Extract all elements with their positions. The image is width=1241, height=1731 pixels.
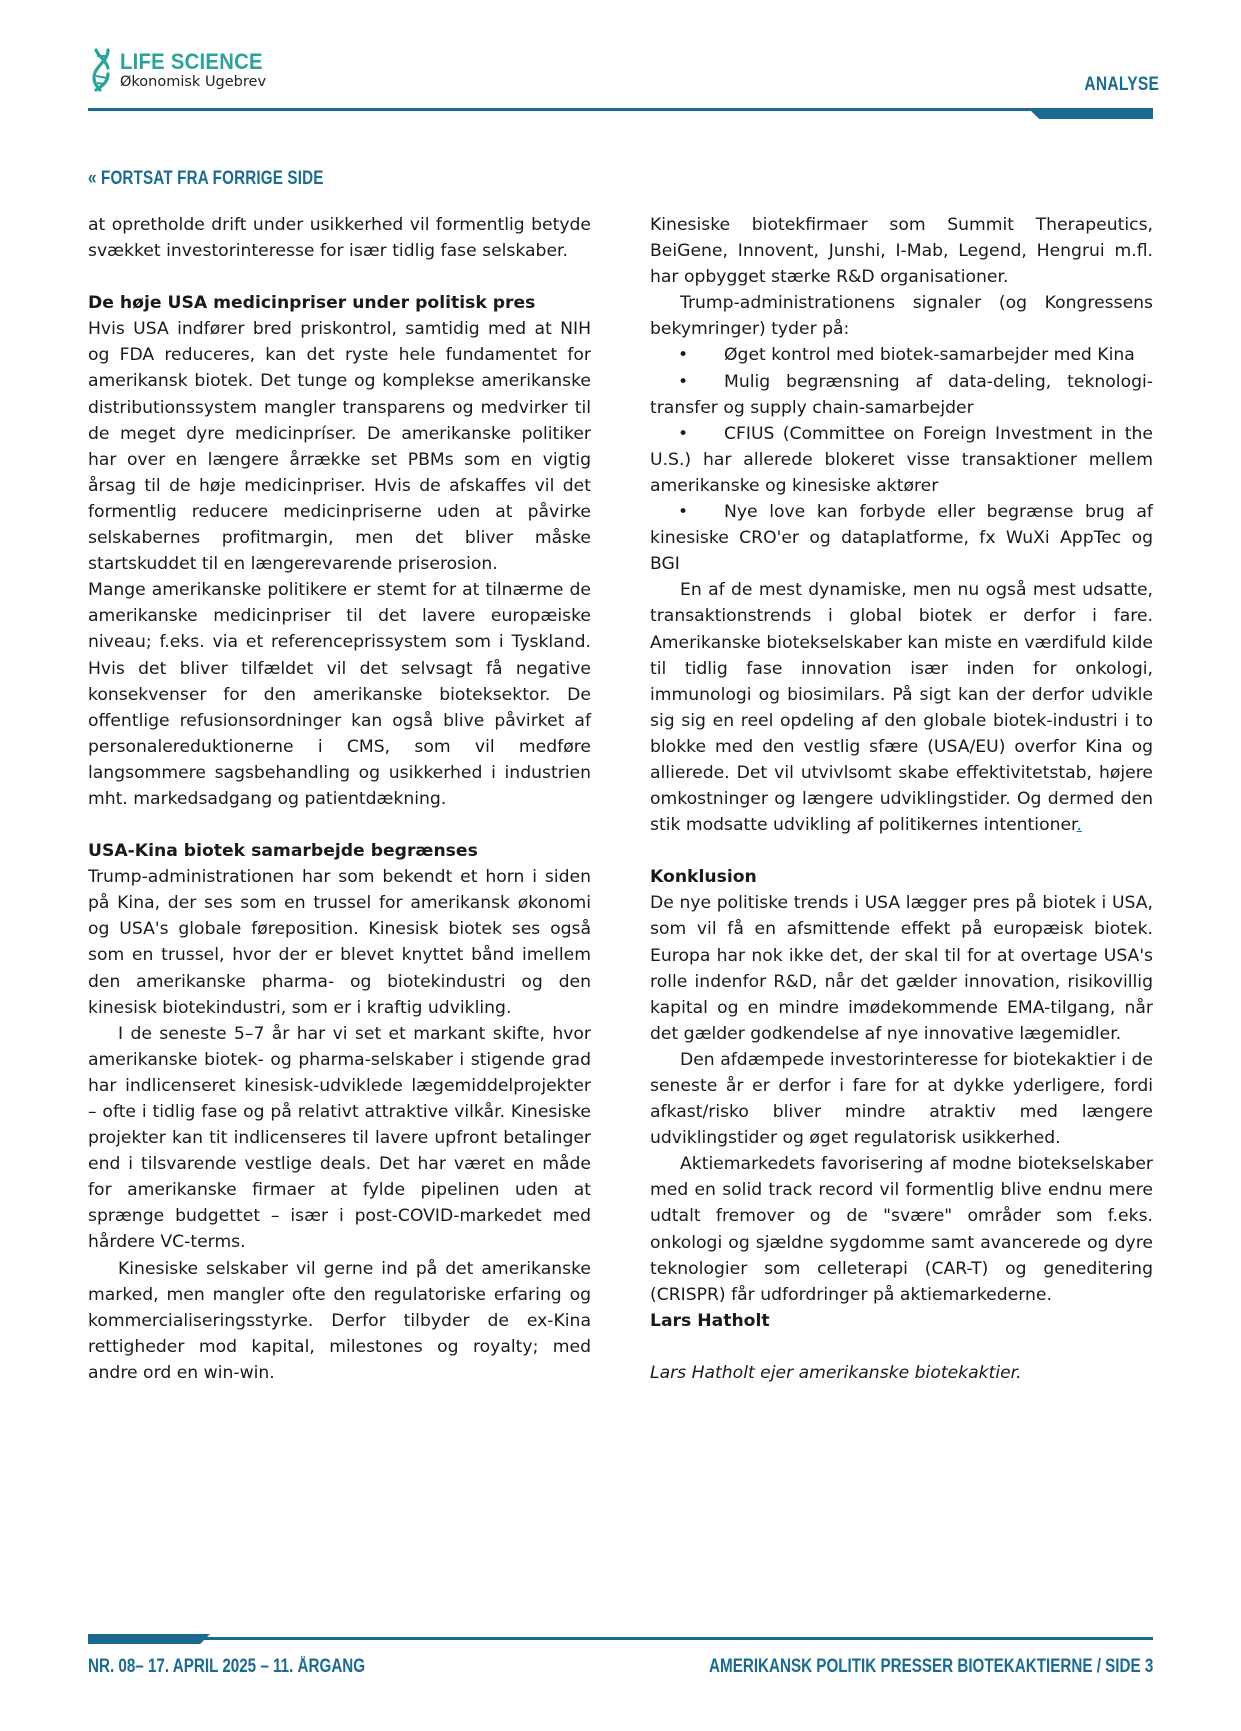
paragraph: Kinesiske biotekfirmaer som Summit Therapeutics, BeiGene, Innovent, Junshi, I-Mab, Legend, Hengrui m.fl. har opbygget stærke R&D organisationer.: [650, 215, 1153, 288]
page-header: [0, 0, 1241, 120]
bullet-icon: •: [678, 371, 689, 392]
paragraph: Hvis USA indfører bred priskontrol, samtidig med at NIH og FDA reduceres, kan det ryste hele fundamentet for amerikansk biotek. Det tunge og komplekse amerikanske distributionssystem mangler transparens og medvirker til de meget dyre medicinpríser. De amerikanske politiker har over en længere årrække set PBMs som en vigtig årsag til de høje medicinpriser. Hvis de afskaffes vil det formentlig reducere medicinpriserne uden at påvirke selskabernes profitmargin, men det bliver måske startskuddet til en længerevarende priserosion.: [88, 319, 591, 575]
logo-subtitle: Økonomisk Ugebrev: [120, 73, 267, 90]
section-heading-conclusion: Konklusion: [650, 867, 757, 888]
bullet-item: • Nye love kan forbyde eller begrænse brug af kinesiske CRO'er og dataplatforme, fx WuXi AppTec og BGI: [650, 499, 1153, 577]
footnote-link[interactable]: .: [1076, 815, 1083, 836]
left-column: [88, 212, 591, 1386]
bullet-item: • CFIUS (Committee on Foreign Investment in the U.S.) har allerede blokeret visse transaktioner mellem amerikanske og kinesiske aktører: [650, 421, 1153, 499]
section-heading-usa-china: USA-Kina biotek samarbejde begrænses: [88, 841, 478, 862]
disclosure-note: Lars Hatholt ejer amerikanske biotekaktier.: [650, 1362, 1022, 1383]
bullet-icon: •: [678, 345, 689, 366]
bullet-icon: •: [678, 502, 689, 523]
paragraph: Kinesiske selskaber vil gerne ind på det amerikanske marked, men mangler ofte den regulatoriske erfaring og kommercialiseringsstyrke. Derfor tilbyder de ex-Kina rettigheder mod kapital, milestones og royalty; med andre ord en win-win.: [88, 1258, 591, 1383]
header-tab-accent: [1028, 108, 1153, 119]
paragraph: I de seneste 5–7 år har vi set et markant skifte, hvor amerikanske biotek- og pharma-selskaber i stigende grad har indlicenseret kinesisk-udviklede lægemiddelprojekter – ofte i tidlig fase og på relativt attraktive vilkår. Kinesiske projekter kan tit indlicenseres til lavere upfront betalinger end i tilsvarende vestlige deals. Det har været en måde for amerikanske firmaer at fylde pipelinen uden at sprænge budgettet – især i post-COVID-markedet med hårdere VC-terms.: [88, 1023, 591, 1253]
bullet-item: • Mulig begrænsning af data-deling, teknologi-transfer og supply chain-samarbejder: [650, 369, 1153, 421]
paragraph: Aktiemarkedets favorisering af modne biotekselskaber med en solid track record vil formentlig blive endnu mere udtalt fremover og de "svære" områder som f.eks. onkologi og sjældne sygdomme samt avancerede og dyre teknologier som celleterapi (CAR-T) og geneditering (CRISPR) får udfordringer på aktiemarkederne.: [650, 1154, 1153, 1305]
article-title-page-number: AMERIKANSK POLITIK PRESSER BIOTEKAKTIERNE / SIDE 3: [708, 1656, 1153, 1677]
logo-title: LIFE SCIENCE: [120, 48, 263, 74]
footer-divider: [88, 1637, 1153, 1640]
intro-paragraph: at opretholde drift under usikkerhed vil formentlig betyde svækket investorinteresse for især tidlig fase selskaber.: [88, 215, 591, 262]
paragraph: Trump-administrationens signaler (og Kongressens bekymringer) tyder på:: [650, 293, 1153, 340]
bullet-icon: •: [678, 423, 689, 444]
logo: [88, 48, 275, 92]
dna-helix-icon: [88, 48, 114, 92]
header-divider: [88, 108, 1031, 111]
continued-from-previous-page-link[interactable]: « FORTSAT FRA FORRIGE SIDE: [88, 168, 324, 189]
paragraph: De nye politiske trends i USA lægger pres på biotek i USA, som vil få en afsmittende effekt på europæisk biotek. Europa har nok ikke det, der skal til for at overtage USA's rolle indenfor R&D, når det gælder innovation, risikovillig kapital og en mindre imødekommende EMA-tilgang, når det gælder godkendelse af nye innovative lægemidler.: [650, 893, 1153, 1044]
bullet-item: • Øget kontrol med biotek-samarbejder med Kina: [650, 342, 1153, 368]
right-column: [650, 212, 1153, 1386]
section-heading-prices: De høje USA medicinpriser under politisk pres: [88, 293, 536, 314]
paragraph: Mange amerikanske politikere er stemt for at tilnærme de amerikanske medicinpriser til det lavere europæiske niveau; f.eks. via et referenceprissystem som i Tyskland. Hvis det bliver tilfældet vil det selvsagt få negative konsekvenser for den amerikanske bioteksektor. De offentlige refusionsordninger kan også blive påvirket af personalereduktionerne i CMS, som vil medføre langsommere sagsbehandling og usikkerhed i industrien mht. markedsadgang og patientdækning.: [88, 580, 591, 809]
author-byline: Lars Hatholt: [650, 1310, 770, 1331]
paragraph: Den afdæmpede investorinteresse for biotekaktier i de seneste år er derfor i fare for at dykke yderligere, fordi afkast/risko bliver mindre atraktiv med længere udviklingstider og øget regulatorisk usikkerhed.: [650, 1049, 1153, 1149]
section-label: ANALYSE: [1084, 74, 1159, 95]
paragraph: En af de mest dynamiske, men nu også mest udsatte, transaktionstrends i global biotek er derfor i fare. Amerikanske biotekselskaber kan miste en værdifuld kilde til tidlig fase innovation især inden for onkologi, immunologi og biosimilars. På sigt kan der derfor udvikle sig sig en reel opdeling af den globale biotek-industri i to blokke med den vestlig sfære (USA/EU) overfor Kina og allierede. Det vil utvivlsomt skabe effektivitetstab, højere omkostninger og længere udviklingstider. Og dermed den stik modsatte udvikling af politikernes intentioner.: [650, 580, 1153, 836]
paragraph: Trump-administrationen har som bekendt et horn i siden på Kina, der ses som en trussel for amerikansk økonomi og USA's globale føreposition. Kinesisk biotek ses også som en trussel, hvor der er blevet knyttet bånd imellem den amerikanske pharma- og biotekindustri og den kinesisk biotekindustri, som er i kraftig udvikling.: [88, 867, 591, 1018]
issue-info: NR. 08– 17. APRIL 2025 – 11. ÅRGANG: [88, 1656, 366, 1677]
